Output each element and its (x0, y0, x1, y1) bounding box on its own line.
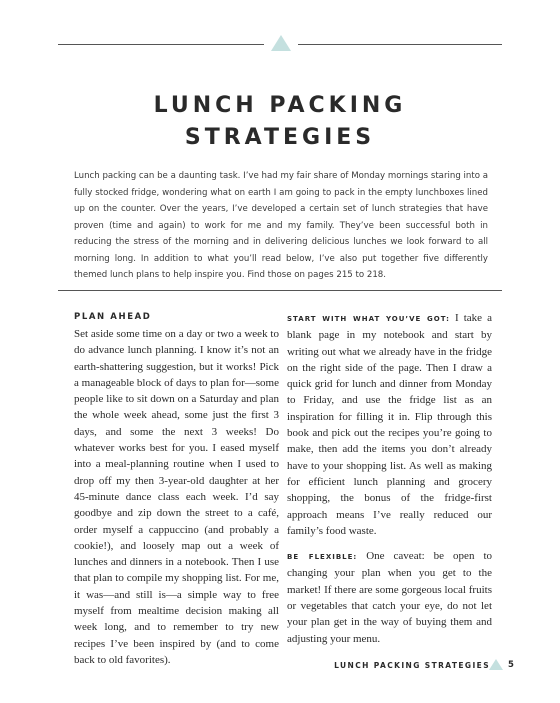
start-with-what-you-have-body: I take a blank page in my notebook and start by writing out what we already have in the fridge on the right side of the page. Then I draw a quick grid for lunch and dinner from Monday to Friday, and use the fridge list as an inspiration for filling it in. Flip through this book and pick out the recipes you’re going to make, then add the items you don’t already have to your shopping list. As well as making for efficient lunch planning and grocery shopping, the bonus of the fridge-first approach means I’ve really reduced our family’s food waste. (287, 312, 492, 537)
start-with-what-you-have-paragraph (287, 310, 492, 539)
page-title-line-2: STRATEGIES (184, 125, 376, 150)
top-divider-left (58, 44, 264, 45)
start-with-what-you-have-heading: START WITH WHAT YOU’VE GOT: (287, 315, 450, 323)
be-flexible-body: One caveat: be open to changing your plan when you get to the market! If there are some gorgeous local fruits or vegetables that catch your eye, do not let your plan get in the way of buying them and adjusting your menu. (287, 550, 492, 645)
triangle-ornament-icon (271, 35, 291, 51)
be-flexible-paragraph (287, 548, 492, 647)
left-column (74, 310, 279, 668)
page-title-line-1: LUNCH PACKING (153, 93, 407, 118)
be-flexible-heading: BE FLEXIBLE: (287, 553, 358, 562)
plan-ahead-body: Set aside some time on a day or two a week to do advance lunch planning. I know it’s not an earth-shattering suggestion, but it works! Pick a manageable block of days to plan for—some people like to sit down on a Saturday and plan the whole week ahead, some just the first 3 days, and some the next 3 weeks! Do whatever works best for you. I eased myself into a meal-planning routine when I used to drop off my then 3-year-old daughter at her 45-minute dance class each week. I’d say goodbye and zip down the street to a café, order myself a cappuccino (and probably a cookie!), and loosely map out a week of lunches and dinners in a notebook. Then I use that plan to compile my shopping list. For me, it was—and still is—a simple way to free myself from mealtime decision making all week long, and to remember to try new recipes I’ve been inspired by (and to come back to old favorites). (74, 328, 279, 666)
top-divider-right (298, 44, 502, 45)
page-title (0, 90, 560, 154)
plan-ahead-heading: PLAN AHEAD (74, 312, 152, 322)
right-column (287, 310, 492, 647)
section-divider (58, 290, 502, 291)
intro-paragraph: Lunch packing can be a daunting task. I’ve had my fair share of Monday mornings staring into a fully stocked fridge, wondering what on earth I am going to pack in the empty lunchboxes lined up on the counter. Over the years, I’ve developed a certain set of lunch strategies that have proven (time and again) to work for me and my family. They’ve been successful both in reducing the stress of the morning and in delivering delicious lunches we look forward to all morning long. In addition to what you’ll read below, I’ve also put together five differently themed lunch plans to help inspire you. Find those on pages 215 to 218. (74, 171, 488, 280)
footer-running-title: LUNCH PACKING STRATEGIES (334, 661, 490, 670)
footer-triangle-icon (489, 659, 503, 670)
page-number: 5 (508, 660, 514, 670)
